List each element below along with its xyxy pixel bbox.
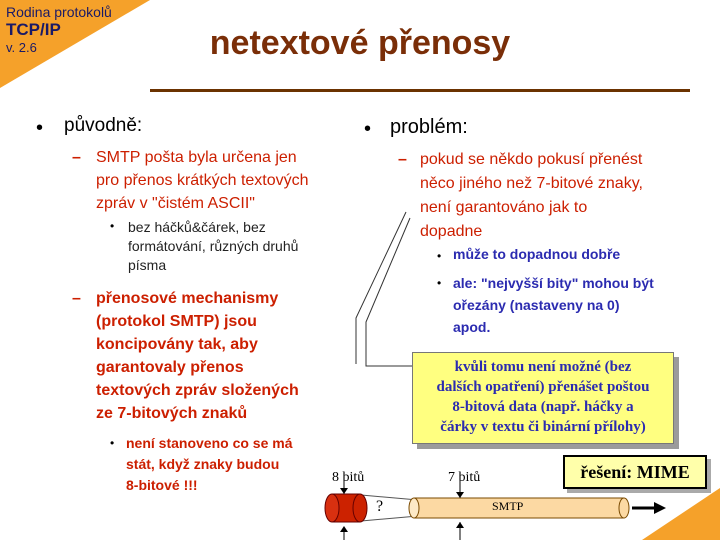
arrow-8bit-head bbox=[340, 488, 348, 494]
left-item2-line: ze 7-bitových znaků bbox=[96, 405, 248, 422]
right-dash-line: něco jiného než 7-bitové znaky, bbox=[420, 175, 643, 192]
left-item1-text bbox=[96, 146, 309, 215]
right-dash-line: není garantováno jak to bbox=[420, 199, 588, 216]
right-bullet-text: problém: bbox=[390, 116, 468, 138]
arrow-out-head bbox=[654, 502, 666, 514]
label-smtp: SMTP bbox=[492, 499, 524, 513]
brand-name: TCP/IP bbox=[6, 20, 61, 39]
left-item2-sub bbox=[126, 433, 293, 496]
left-bullet-text: původně: bbox=[64, 115, 143, 136]
left-item2-line: (protokol SMTP) jsou bbox=[96, 313, 257, 330]
brand-line: Rodina protokolů bbox=[6, 4, 112, 20]
dash-marker: – bbox=[72, 149, 81, 166]
answer-box: řešení: MIME bbox=[563, 455, 707, 489]
dash-marker: – bbox=[398, 151, 407, 168]
left-item1-line: zpráv v "čistém ASCII" bbox=[96, 195, 255, 212]
bullet-dot: • bbox=[36, 117, 44, 139]
left-item1-sub-line: formátování, různých druhů bbox=[128, 238, 299, 254]
label-8bit: 8 bitů bbox=[332, 470, 365, 485]
left-item2-line: přenosové mechanismy bbox=[96, 290, 279, 307]
left-item1-line: SMTP pošta byla určena jen bbox=[96, 149, 297, 166]
right-dash-line: pokud se někdo pokusí přenést bbox=[420, 151, 643, 168]
label-question: ? bbox=[376, 498, 384, 515]
left-item2-text bbox=[96, 287, 299, 425]
brand-version: v. 2.6 bbox=[6, 40, 37, 55]
bullet-dot: • bbox=[364, 118, 372, 140]
left-item2-line: koncipovány tak, aby bbox=[96, 336, 258, 353]
callout-line: čárky v textu či binární přílohy) bbox=[440, 419, 646, 435]
left-item1-sub bbox=[128, 218, 298, 275]
left-item2-line: textových zpráv složených bbox=[96, 382, 299, 399]
callout-box bbox=[412, 352, 674, 444]
left-item2-sub-line: 8-bitové !!! bbox=[126, 477, 198, 493]
dash-marker: – bbox=[72, 290, 81, 307]
right-dash-text bbox=[420, 148, 643, 244]
label-7bit: 7 bitů bbox=[448, 470, 481, 485]
left-item2-line: garantovaly přenos bbox=[96, 359, 244, 376]
callout-line: kvůli tomu není možné (bez bbox=[454, 359, 632, 375]
pipe-8bit-left bbox=[325, 494, 339, 522]
title-underline bbox=[150, 89, 690, 92]
left-item2-sub-line: stát, když znaky budou bbox=[126, 456, 280, 472]
left-item1-line: pro přenos krátkých textových bbox=[96, 172, 309, 189]
pipe-7bit-left bbox=[409, 498, 419, 518]
right-sub2-line: ale: "nejvyšší bity" mohou být bbox=[453, 275, 654, 291]
slide-title: netextové přenosy bbox=[209, 24, 511, 62]
arrow-7bit-in-head bbox=[456, 522, 464, 528]
sub-bullet-dot: • bbox=[437, 249, 442, 263]
callout-pointer bbox=[340, 200, 420, 370]
callout-line: dalších opatření) přenášet poštou bbox=[436, 379, 650, 395]
right-dash-line: dopadne bbox=[420, 223, 483, 240]
arrow-7bit-head bbox=[456, 492, 464, 498]
right-sub1: může to dopadnou dobře bbox=[453, 246, 621, 262]
right-sub2 bbox=[453, 272, 654, 338]
callout-line: 8-bitová data (např. háčky a bbox=[452, 399, 634, 415]
left-item2-sub-line: není stanoveno co se má bbox=[126, 435, 293, 451]
pipe-8bit-right bbox=[353, 494, 367, 522]
arrow-8bit-in-head bbox=[340, 526, 348, 532]
left-item1-sub-line: bez háčků&čárek, bez bbox=[128, 219, 266, 235]
right-sub2-line: apod. bbox=[453, 319, 491, 335]
left-item1-sub-line: písma bbox=[128, 257, 167, 273]
sub-bullet-dot: • bbox=[110, 436, 115, 450]
pipe-7bit-right bbox=[619, 498, 629, 518]
sub-bullet-dot: • bbox=[437, 276, 442, 290]
sub-bullet-dot: • bbox=[110, 219, 115, 233]
right-sub2-line: ořezány (nastaveny na 0) bbox=[453, 297, 620, 313]
